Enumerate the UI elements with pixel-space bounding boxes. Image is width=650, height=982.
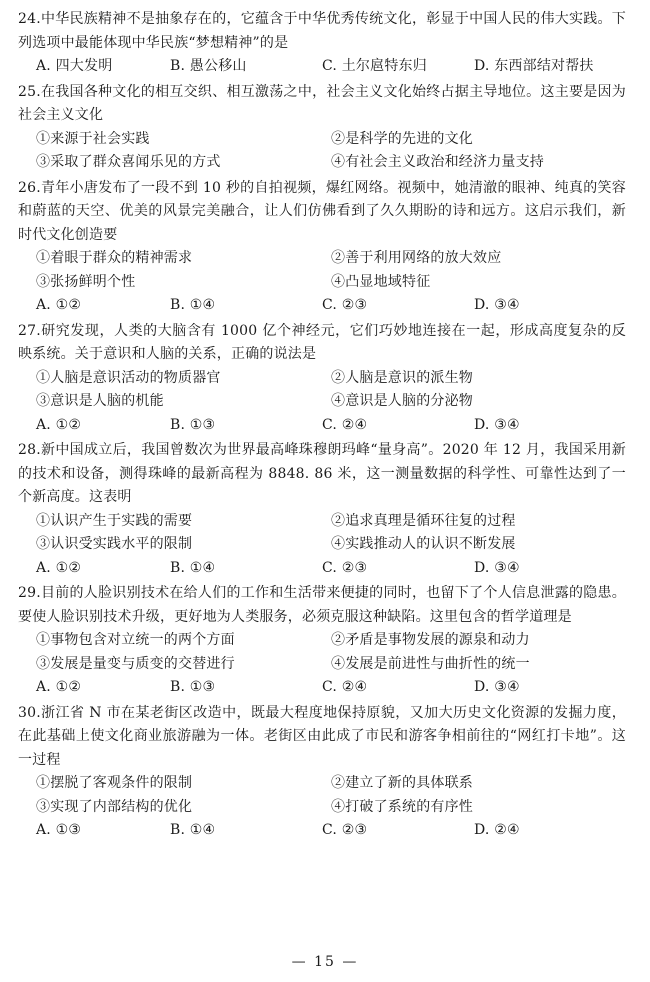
question-29 bbox=[18, 582, 626, 700]
option-c: C. ②③ bbox=[322, 297, 368, 313]
statement-row bbox=[18, 772, 626, 796]
question-number: 27. bbox=[18, 322, 41, 339]
statement-3: ③实现了内部结构的优化 bbox=[36, 798, 193, 815]
answer-options bbox=[18, 414, 626, 438]
option-c: C. 土尔扈特东归 bbox=[322, 58, 427, 74]
question-27 bbox=[18, 320, 626, 438]
statement-2: ②善于利用网络的放大效应 bbox=[331, 250, 502, 266]
question-number: 28. bbox=[18, 442, 41, 458]
option-b: B. 愚公移山 bbox=[170, 58, 247, 74]
statement-3: ③张扬鲜明个性 bbox=[36, 273, 136, 290]
statement-row bbox=[18, 367, 626, 391]
question-number: 24. bbox=[18, 11, 41, 27]
option-b: B. ①③ bbox=[170, 679, 216, 695]
statement-row bbox=[18, 271, 626, 295]
option-a: A. ①② bbox=[36, 679, 82, 695]
statement-4: ④意识是人脑的分泌物 bbox=[331, 393, 473, 409]
statement-row bbox=[18, 653, 626, 677]
answer-options bbox=[18, 557, 626, 581]
question-24 bbox=[18, 8, 626, 79]
statement-2: ②矛盾是事物发展的源泉和动力 bbox=[331, 632, 530, 648]
question-number: 30. bbox=[18, 704, 41, 721]
question-stem: 中华民族精神不是抽象存在的，它蕴含于中华优秀传统文化，彰显于中国人民的伟大实践。下列选项中最能体现中华民族“梦想精神”的是 bbox=[18, 11, 626, 51]
answer-options bbox=[18, 819, 626, 843]
option-b: B. ①③ bbox=[170, 416, 216, 433]
option-a: A. ①③ bbox=[36, 822, 82, 838]
statement-1: ①着眼于群众的精神需求 bbox=[36, 250, 193, 266]
question-number: 29. bbox=[18, 585, 41, 601]
option-d: D. ③④ bbox=[474, 416, 520, 433]
question-stem: 新中国成立后，我国曾数次为世界最高峰珠穆朗玛峰“量身高”。2020 年 12 月，我国采用新的技术和设备，测得珠峰的最新高程为 8848. 86 米，这一测量数据的科学性、可靠性达到了一个新高度。这表明 bbox=[18, 442, 626, 505]
statement-4: ④打破了系统的有序性 bbox=[331, 798, 473, 815]
statement-row bbox=[18, 128, 626, 152]
option-c: C. ②③ bbox=[322, 822, 368, 838]
statement-row bbox=[18, 629, 626, 653]
option-d: D. ③④ bbox=[474, 297, 520, 313]
statement-row bbox=[18, 151, 626, 175]
statement-row bbox=[18, 247, 626, 271]
question-stem: 目前的人脸识别技术在给人们的工作和生活带来便捷的同时，也留下了个人信息泄露的隐患。要使人脸识别技术升级，更好地为人类服务，必须克服这种缺陷。这里包含的哲学道理是 bbox=[18, 585, 626, 625]
statement-1: ①事物包含对立统一的两个方面 bbox=[36, 632, 235, 648]
statement-4: ④凸显地域特征 bbox=[331, 273, 431, 290]
statement-1: ①摆脱了客观条件的限制 bbox=[36, 775, 193, 791]
question-stem: 浙江省 N 市在某老街区改造中，既最大程度地保持原貌，又加大历史文化资源的发掘力度，在此基础上使文化商业旅游融为一体。老街区由此成了市民和游客争相前往的“网红打卡地”。这一过程 bbox=[18, 704, 626, 768]
question-stem: 研究发现，人类的大脑含有 1000 亿个神经元，它们巧妙地连接在一起，形成高度复杂的反映系统。关于意识和人脑的关系，正确的说法是 bbox=[18, 322, 626, 362]
option-d: D. ③④ bbox=[474, 679, 520, 695]
option-b: B. ①④ bbox=[170, 297, 216, 313]
question-30 bbox=[18, 702, 626, 843]
option-a: A. 四大发明 bbox=[36, 58, 113, 74]
option-c: C. ②③ bbox=[322, 559, 368, 576]
statement-row bbox=[18, 533, 626, 557]
statement-2: ②追求真理是循环往复的过程 bbox=[331, 512, 516, 529]
answer-options bbox=[18, 55, 626, 79]
question-28 bbox=[18, 439, 626, 580]
question-stem: 在我国各种文化的相互交织、相互激荡之中，社会主义文化始终占据主导地位。这主要是因为社会主义文化 bbox=[18, 83, 626, 123]
option-a: A. ①② bbox=[36, 297, 82, 313]
statement-row bbox=[18, 390, 626, 414]
option-a: A. ①② bbox=[36, 416, 82, 433]
statement-2: ②建立了新的具体联系 bbox=[331, 775, 473, 791]
statement-2: ②人脑是意识的派生物 bbox=[331, 369, 473, 386]
statement-3: ③采取了群众喜闻乐见的方式 bbox=[36, 154, 221, 170]
statement-4: ④实践推动人的认识不断发展 bbox=[331, 536, 516, 552]
statement-2: ②是科学的先进的文化 bbox=[331, 130, 473, 147]
page-number: — 15 — bbox=[291, 954, 359, 970]
statement-row bbox=[18, 796, 626, 820]
option-c: C. ②④ bbox=[322, 416, 368, 433]
statement-1: ①来源于社会实践 bbox=[36, 130, 150, 147]
statement-1: ①认识产生于实践的需要 bbox=[36, 512, 193, 529]
question-25 bbox=[18, 81, 626, 175]
option-d: D. 东西部结对帮扶 bbox=[474, 58, 594, 74]
statement-1: ①人脑是意识活动的物质器官 bbox=[36, 369, 221, 386]
option-a: A. ①② bbox=[36, 559, 82, 576]
answer-options bbox=[18, 294, 626, 318]
option-d: D. ③④ bbox=[474, 559, 520, 576]
option-b: B. ①④ bbox=[170, 822, 216, 838]
statement-row bbox=[18, 510, 626, 534]
question-number: 26. bbox=[18, 179, 41, 196]
option-c: C. ②④ bbox=[322, 679, 368, 695]
option-b: B. ①④ bbox=[170, 559, 216, 576]
question-stem: 青年小唐发布了一段不到 10 秒的自拍视频，爆红网络。视频中，她清澈的眼神、纯真的笑容和蔚蓝的天空、优美的风景完美融合，让人们仿佛看到了久久期盼的诗和远方。这启示我们，新时代文化创造要 bbox=[18, 179, 626, 243]
statement-4: ④发展是前进性与曲折性的统一 bbox=[331, 655, 530, 672]
question-number: 25. bbox=[18, 83, 41, 100]
statement-3: ③意识是人脑的机能 bbox=[36, 393, 164, 409]
question-26 bbox=[18, 177, 626, 318]
statement-3: ③认识受实践水平的限制 bbox=[36, 536, 193, 552]
statement-4: ④有社会主义政治和经济力量支持 bbox=[331, 154, 544, 170]
statement-3: ③发展是量变与质变的交替进行 bbox=[36, 655, 235, 672]
option-d: D. ②④ bbox=[474, 822, 520, 838]
answer-options bbox=[18, 676, 626, 700]
